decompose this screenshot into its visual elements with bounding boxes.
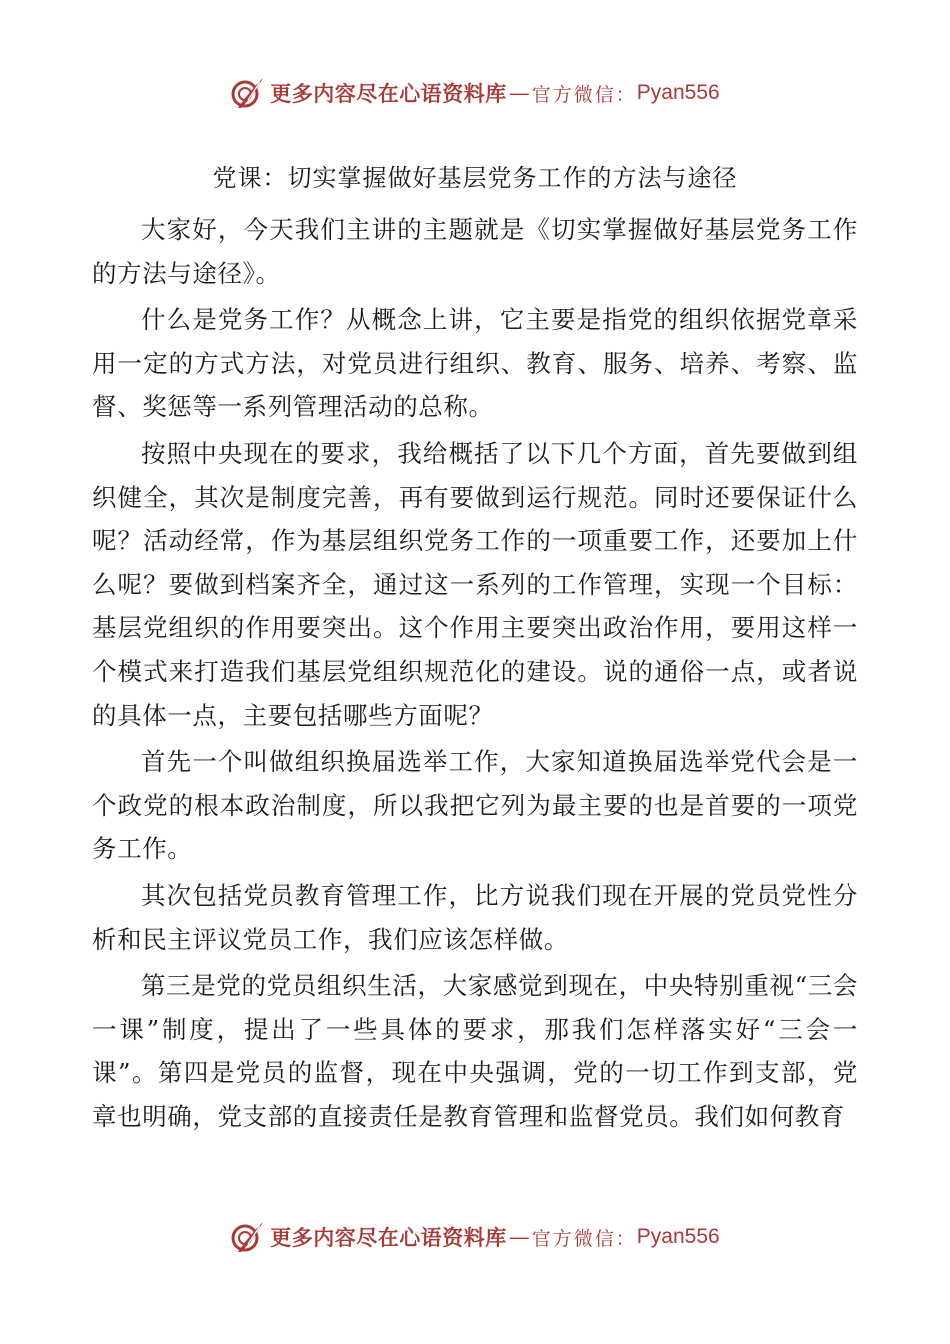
banner-wechat-label: 官方微信： bbox=[531, 1227, 637, 1250]
paragraph: 什么是党务工作？从概念上讲，它主要是指党的组织依据党章采用一定的方式方法，对党员进行组织、教育、服务、培养、考察、监督、奖惩等一系列管理活动的总称。 bbox=[92, 305, 858, 422]
banner-wechat-id: Pyan556 bbox=[636, 81, 720, 104]
banner-slogan: 更多内容尽在心语资料库 bbox=[270, 81, 507, 106]
banner-wechat-label: 官方微信： bbox=[531, 83, 637, 106]
paragraph: 第三是党的党员组织生活，大家感觉到现在，中央特别重视“三会一课”制度，提出了一些具体的要求，那我们怎样落实好“三会一课”。第四是党员的监督，现在中央强调，党的一切工作到支部，党章也明确，党支部的直接责任是教育管理和监督党员。我们如何教育 bbox=[92, 971, 858, 1131]
paragraph: 大家好，今天我们主讲的主题就是《切实掌握做好基层党务工作的方法与途径》。 bbox=[92, 215, 858, 288]
banner-slogan: 更多内容尽在心语资料库 bbox=[270, 1225, 507, 1250]
banner-dash: — bbox=[508, 1225, 530, 1249]
document-body bbox=[92, 208, 858, 1141]
header-banner bbox=[0, 71, 950, 115]
paragraph: 按照中央现在的要求，我给概括了以下几个方面，首先要做到组织健全，其次是制度完善，再有要做到运行规范。同时还要保证什么呢？活动经常，作为基层组织党务工作的一项重要工作，还要加上什么呢？要做到档案齐全，通过这一系列的工作管理，实现一个目标：基层党组织的作用要突出。这个作用主要突出政治作用，要用这样一个模式来打造我们基层党组织规范化的建设。说的通俗一点，或者说的具体一点，主要包括哪些方面呢？ bbox=[92, 438, 858, 730]
paragraph: 其次包括党员教育管理工作，比方说我们现在开展的党员党性分析和民主评议党员工作，我们应该怎样做。 bbox=[92, 880, 858, 954]
banner-wechat-id: Pyan556 bbox=[636, 1225, 720, 1248]
quill-logo-icon bbox=[230, 75, 266, 111]
banner-dash: — bbox=[508, 81, 530, 105]
document-title: 党课：切实掌握做好基层党务工作的方法与途径 bbox=[212, 164, 738, 192]
quill-logo-icon bbox=[230, 1219, 266, 1255]
footer-banner bbox=[0, 1215, 950, 1259]
paragraph: 首先一个叫做组织换届选举工作，大家知道换届选举党代会是一个政党的根本政治制度，所以我把它列为最主要的也是首要的一项党务工作。 bbox=[92, 747, 858, 864]
